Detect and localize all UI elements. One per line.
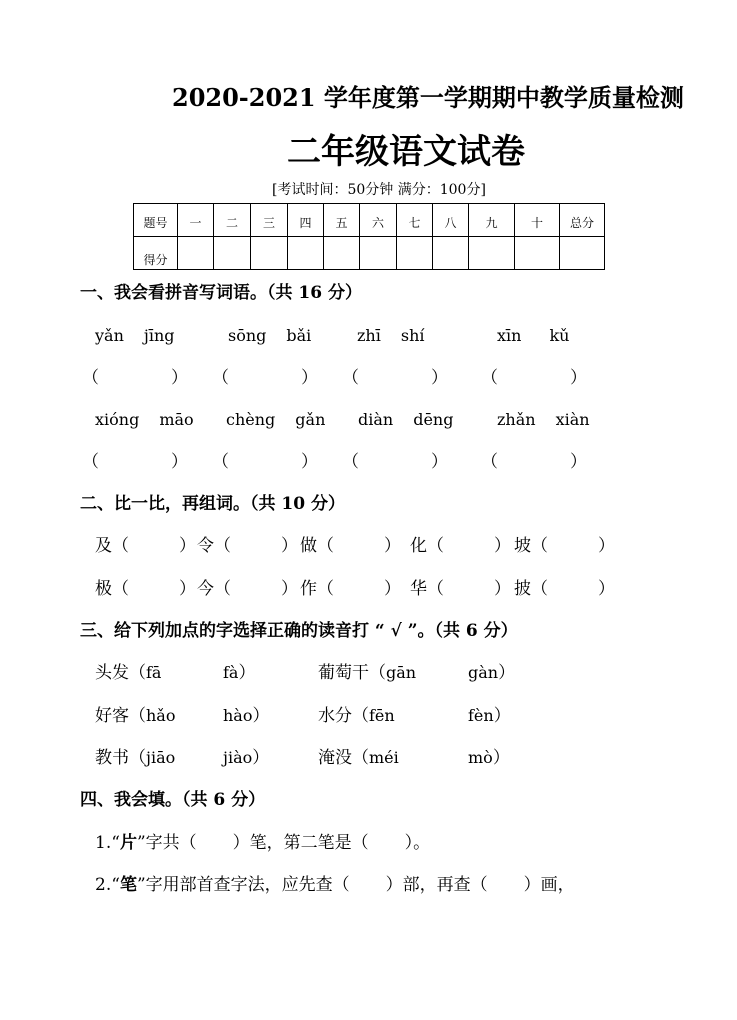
pronunciation-item bbox=[318, 663, 516, 683]
paren-open: （ bbox=[129, 748, 146, 768]
pinyin-syllable: xiàn bbox=[555, 410, 590, 429]
paren-open: （ bbox=[82, 452, 99, 472]
pronunciation-option-group bbox=[223, 663, 255, 683]
score-table-header-row bbox=[134, 204, 605, 237]
paren-open: （ bbox=[352, 748, 369, 768]
pinyin-syllable: dēng bbox=[413, 410, 454, 429]
paren-close: ） bbox=[171, 452, 188, 472]
score-col-label: 八 bbox=[433, 204, 469, 237]
paren-close: ） bbox=[252, 706, 270, 726]
pinyin-word bbox=[497, 411, 590, 429]
pronunciation-option: mò bbox=[468, 748, 493, 767]
score-cell bbox=[433, 237, 469, 270]
pronunciation-option: hǎo bbox=[146, 706, 176, 725]
pronunciation-option: hào bbox=[223, 706, 253, 725]
paren-open: （ bbox=[481, 368, 498, 388]
pinyin-syllable: jīng bbox=[143, 326, 175, 345]
pinyin-syllable: sōng bbox=[228, 326, 267, 345]
pronunciation-item bbox=[318, 706, 511, 726]
target-char: 笔 bbox=[119, 875, 137, 895]
compare-char: 做 bbox=[300, 536, 317, 556]
paren-close: ） bbox=[494, 579, 511, 599]
quote-open: “ bbox=[111, 875, 120, 895]
pinyin-word bbox=[226, 411, 325, 429]
paren-open: （ bbox=[427, 579, 444, 599]
score-cell bbox=[469, 237, 515, 270]
pinyin-word bbox=[95, 327, 175, 345]
paren-close: ） bbox=[598, 536, 615, 556]
paren-open: （ bbox=[129, 663, 146, 683]
pinyin-syllable: xīn bbox=[497, 326, 522, 345]
question-text: ）画， bbox=[523, 875, 575, 895]
compare-word-item bbox=[514, 536, 615, 556]
answer-space bbox=[444, 536, 494, 556]
answer-space bbox=[231, 536, 281, 556]
pinyin-syllable: kǔ bbox=[549, 326, 570, 345]
paren-close: ） bbox=[493, 706, 511, 726]
question-text: ）部，再查（ bbox=[385, 875, 488, 895]
answer-space bbox=[444, 579, 494, 599]
compare-char: 坡 bbox=[514, 536, 531, 556]
answer-blank bbox=[481, 452, 587, 472]
answer-blank bbox=[82, 368, 188, 388]
exam-title: 2020-2021 学年度第一学期期中教学质量检测 bbox=[172, 83, 684, 112]
answer-blank bbox=[212, 452, 318, 472]
question-text: ）笔，第二笔是（ bbox=[232, 833, 369, 853]
pronunciation-option-group bbox=[468, 706, 511, 726]
pronunciation-option: jiào bbox=[223, 748, 253, 767]
paren-open: （ bbox=[214, 536, 231, 556]
compare-char: 化 bbox=[410, 536, 427, 556]
answer-blank bbox=[82, 452, 188, 472]
pronunciation-option-group bbox=[223, 748, 269, 768]
pronunciation-option: méi bbox=[369, 748, 399, 767]
paren-open: （ bbox=[531, 579, 548, 599]
pronunciation-option-group bbox=[468, 748, 510, 768]
pinyin-syllable: zhǎn bbox=[497, 410, 536, 429]
score-col-label: 二 bbox=[214, 204, 251, 237]
pinyin-syllable: gǎn bbox=[295, 410, 326, 429]
pronunciation-word: 好客 bbox=[95, 706, 129, 726]
paren-open: （ bbox=[212, 368, 229, 388]
score-col-label: 九 bbox=[469, 204, 515, 237]
answer-space bbox=[129, 536, 179, 556]
paren-open: （ bbox=[82, 368, 99, 388]
paren-close: ） bbox=[570, 368, 587, 388]
paren-close: ） bbox=[498, 663, 516, 683]
pronunciation-item bbox=[318, 748, 510, 768]
pinyin-syllable: xióng bbox=[95, 410, 140, 429]
score-col-label: 一 bbox=[178, 204, 214, 237]
pinyin-syllable: bǎi bbox=[286, 326, 312, 345]
paren-open: （ bbox=[317, 579, 334, 599]
compare-word-item bbox=[410, 536, 511, 556]
question-text: 字共（ bbox=[145, 833, 197, 853]
pronunciation-option-group bbox=[468, 663, 515, 683]
section1-title: 一、我会看拼音写词语。（共 16 分） bbox=[80, 283, 362, 303]
compare-word-item bbox=[197, 579, 298, 599]
score-table bbox=[133, 203, 605, 270]
score-cell bbox=[515, 237, 560, 270]
question-number: 1. bbox=[95, 833, 112, 853]
compare-char: 令 bbox=[197, 536, 214, 556]
score-col-label: 三 bbox=[251, 204, 288, 237]
pronunciation-option: gān bbox=[386, 663, 417, 682]
score-cell bbox=[560, 237, 605, 270]
pinyin-syllable: chèng bbox=[226, 410, 276, 429]
pinyin-word bbox=[228, 327, 311, 345]
quote-open: “ bbox=[111, 833, 120, 853]
pinyin-syllable: zhī bbox=[357, 326, 381, 345]
paren-close: ） bbox=[238, 663, 256, 683]
fill-question-1 bbox=[95, 833, 430, 853]
score-col-label: 五 bbox=[324, 204, 360, 237]
compare-word-item bbox=[300, 536, 401, 556]
answer-space bbox=[334, 579, 384, 599]
paren-close: ） bbox=[431, 452, 448, 472]
score-cell bbox=[397, 237, 433, 270]
pinyin-syllable: yǎn bbox=[95, 326, 124, 345]
paren-open: （ bbox=[214, 579, 231, 599]
score-col-label: 总分 bbox=[560, 204, 605, 237]
paren-close: ） bbox=[384, 536, 401, 556]
compare-char: 作 bbox=[300, 579, 317, 599]
answer-space bbox=[231, 579, 281, 599]
score-table-head-label: 题号 bbox=[134, 204, 178, 237]
score-cell bbox=[360, 237, 397, 270]
exam-info: [考试时间：50分钟 满分：100分] bbox=[272, 182, 486, 198]
pronunciation-word: 淹没 bbox=[318, 748, 352, 768]
paren-close: ） bbox=[301, 452, 318, 472]
compare-word-item bbox=[514, 579, 615, 599]
fill-question-2 bbox=[95, 875, 575, 895]
paren-open: （ bbox=[427, 536, 444, 556]
paren-open: （ bbox=[112, 579, 129, 599]
answer-blank bbox=[342, 452, 448, 472]
score-cell bbox=[324, 237, 360, 270]
score-table-score-row bbox=[134, 237, 605, 270]
paren-open: （ bbox=[112, 536, 129, 556]
pronunciation-word: 教书 bbox=[95, 748, 129, 768]
compare-char: 极 bbox=[95, 579, 112, 599]
pronunciation-option: fēn bbox=[369, 706, 395, 725]
paren-close: ） bbox=[171, 368, 188, 388]
pinyin-word bbox=[358, 411, 453, 429]
paren-close: ） bbox=[281, 536, 298, 556]
compare-word-item bbox=[410, 579, 511, 599]
paren-close: ） bbox=[494, 536, 511, 556]
section4-title: 四、我会填。（共 6 分） bbox=[80, 790, 266, 810]
answer-space bbox=[548, 579, 598, 599]
pronunciation-word: 头发 bbox=[95, 663, 129, 683]
paren-open: （ bbox=[369, 663, 386, 683]
paren-close: ） bbox=[179, 579, 196, 599]
paren-close: ） bbox=[179, 536, 196, 556]
pronunciation-option: fà bbox=[223, 663, 239, 682]
pinyin-syllable: shí bbox=[400, 326, 425, 345]
score-cell bbox=[288, 237, 324, 270]
score-cell bbox=[214, 237, 251, 270]
answer-space bbox=[548, 536, 598, 556]
pronunciation-option: fā bbox=[146, 663, 162, 682]
pinyin-syllable: māo bbox=[159, 410, 194, 429]
score-col-label: 六 bbox=[360, 204, 397, 237]
paren-close: ） bbox=[431, 368, 448, 388]
pronunciation-item bbox=[95, 663, 256, 683]
paren-close: ） bbox=[301, 368, 318, 388]
paren-open: （ bbox=[531, 536, 548, 556]
paren-open: （ bbox=[352, 706, 369, 726]
compare-word-item bbox=[300, 579, 401, 599]
paren-open: （ bbox=[212, 452, 229, 472]
quote-close: ” bbox=[136, 875, 146, 895]
pronunciation-option: jiāo bbox=[146, 748, 176, 767]
compare-word-item bbox=[95, 536, 196, 556]
compare-char: 华 bbox=[410, 579, 427, 599]
score-table-score-label: 得分 bbox=[134, 237, 178, 270]
target-char: 片 bbox=[119, 833, 137, 853]
paren-close: ） bbox=[281, 579, 298, 599]
score-col-label: 四 bbox=[288, 204, 324, 237]
answer-blank bbox=[342, 368, 448, 388]
pronunciation-option-group bbox=[223, 706, 269, 726]
score-cell bbox=[178, 237, 214, 270]
paren-open: （ bbox=[342, 452, 359, 472]
pinyin-syllable: diàn bbox=[358, 410, 394, 429]
pinyin-word bbox=[497, 327, 569, 345]
compare-char: 及 bbox=[95, 536, 112, 556]
section2-title: 二、比一比，再组词。（共 10 分） bbox=[80, 494, 345, 514]
answer-space bbox=[334, 536, 384, 556]
pronunciation-option: fèn bbox=[468, 706, 494, 725]
section3-title: 三、给下列加点的字选择正确的读音打 “ √ ”。（共 6 分） bbox=[80, 621, 518, 641]
question-text: ）。 bbox=[404, 833, 431, 853]
pronunciation-word: 水分 bbox=[318, 706, 352, 726]
compare-word-item bbox=[95, 579, 196, 599]
paren-close: ） bbox=[492, 748, 510, 768]
pinyin-word bbox=[357, 327, 425, 345]
compare-char: 今 bbox=[197, 579, 214, 599]
paren-open: （ bbox=[129, 706, 146, 726]
pronunciation-word: 葡萄干 bbox=[318, 663, 369, 683]
pinyin-word bbox=[95, 411, 194, 429]
pronunciation-item bbox=[95, 706, 270, 726]
quote-close: ” bbox=[136, 833, 146, 853]
paren-open: （ bbox=[342, 368, 359, 388]
paren-close: ） bbox=[252, 748, 270, 768]
score-cell bbox=[251, 237, 288, 270]
paren-close: ） bbox=[598, 579, 615, 599]
paren-close: ） bbox=[384, 579, 401, 599]
pronunciation-item bbox=[95, 748, 270, 768]
paren-open: （ bbox=[317, 536, 334, 556]
compare-word-item bbox=[197, 536, 298, 556]
answer-space bbox=[129, 579, 179, 599]
score-col-label: 十 bbox=[515, 204, 560, 237]
paren-open: （ bbox=[481, 452, 498, 472]
paren-close: ） bbox=[570, 452, 587, 472]
score-col-label: 七 bbox=[397, 204, 433, 237]
exam-subtitle: 二年级语文试卷 bbox=[287, 132, 525, 172]
compare-char: 披 bbox=[514, 579, 531, 599]
pronunciation-option: gàn bbox=[468, 663, 499, 682]
question-text: 字用部首查字法，应先查（ bbox=[145, 875, 350, 895]
answer-blank bbox=[212, 368, 318, 388]
question-number: 2. bbox=[95, 875, 112, 895]
answer-blank bbox=[481, 368, 587, 388]
